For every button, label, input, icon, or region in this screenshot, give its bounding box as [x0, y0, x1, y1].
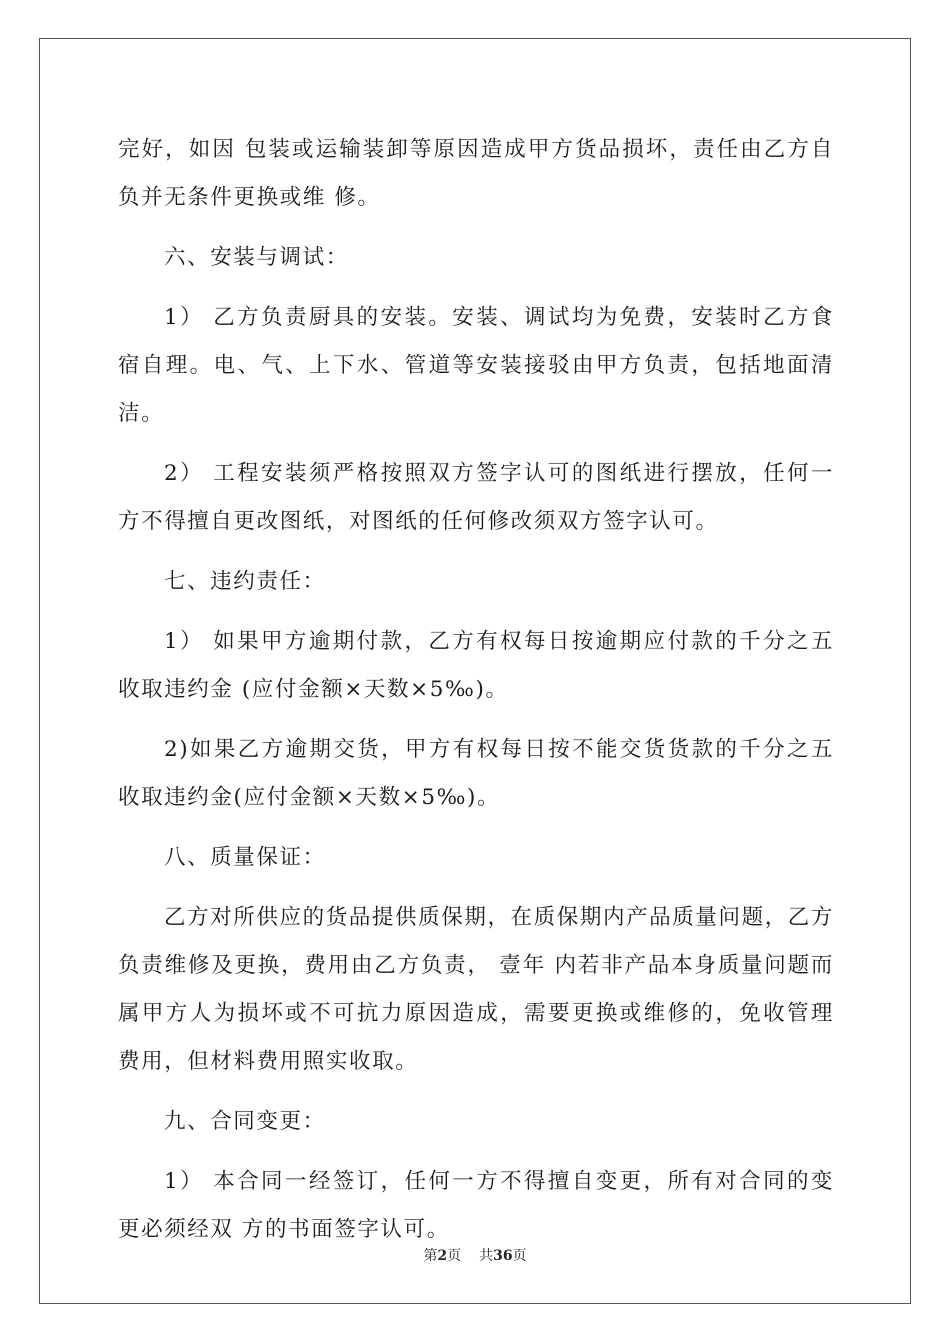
paragraph: 乙方对所供应的货品提供质保期，在质保期内产品质量问题，乙方负责维修及更换，费用由乙方负责， 壹年 内若非产品本身质量问题而属甲方人为损坏或不可抗力原因造成，需要更换或维修的，免收管理费用，但材料费用照实收取。: [118, 905, 834, 1074]
section-heading-quality: 八、质量保证：: [164, 845, 326, 870]
document-body: [118, 126, 834, 1266]
section-heading-liability: 七、违约责任：: [164, 569, 326, 594]
section-heading-installation: 六、安装与调试：: [164, 245, 349, 270]
total-pages: 36: [493, 1248, 513, 1264]
total-suffix: 页: [512, 1248, 527, 1264]
total-prefix: 共: [479, 1248, 494, 1264]
page-prefix: 第: [423, 1248, 438, 1264]
paragraph: 1） 如果甲方逾期付款，乙方有权每日按逾期应付款的千分之五收取违约金 (应付金额×天数×5‰)。: [118, 629, 834, 702]
paragraph: 完好，如因 包装或运输装卸等原因造成甲方货品损坏，责任由乙方自负并无条件更换或维 修。: [118, 137, 834, 210]
paragraph: 2） 工程安装须严格按照双方签字认可的图纸进行摆放，任何一方不得擅自更改图纸，对图纸的任何修改须双方签字认可。: [118, 461, 834, 534]
page-number: 2: [437, 1248, 448, 1264]
paragraph: 1） 乙方负责厨具的安装。安装、调试均为免费，安装时乙方食宿自理。电、气、上下水、管道等安装接驳由甲方负责，包括地面清洁。: [118, 305, 834, 426]
section-heading-contract-change: 九、合同变更：: [164, 1109, 326, 1134]
page-footer: [0, 1246, 950, 1266]
page-suffix: 页: [447, 1248, 462, 1264]
paragraph: 2)如果乙方逾期交货，甲方有权每日按不能交货货款的千分之五收取违约金(应付金额×天数×5‰)。: [118, 737, 834, 810]
paragraph: 1） 本合同一经签订，任何一方不得擅自变更，所有对合同的变更必须经双 方的书面签字认可。: [118, 1169, 834, 1242]
